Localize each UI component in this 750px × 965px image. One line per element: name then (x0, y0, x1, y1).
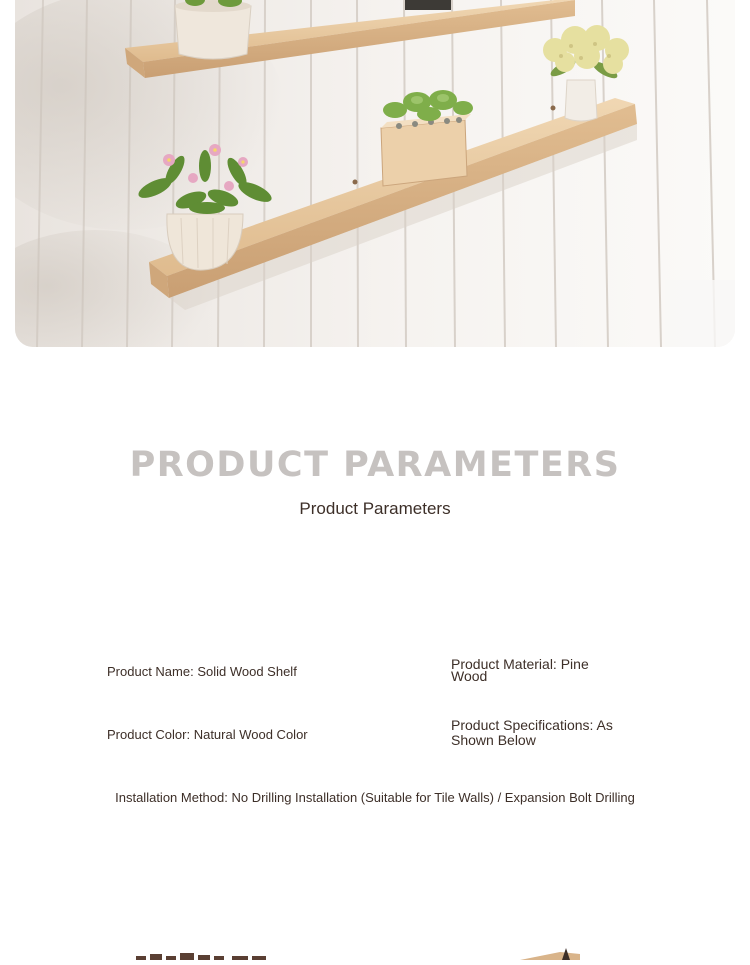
section-subtitle: Product Parameters (299, 499, 451, 518)
next-section-peek (0, 940, 750, 960)
hero-product-photo (15, 0, 735, 347)
next-section-graphic (0, 940, 750, 960)
param-product-name: Product Name: Solid Wood Shelf (107, 664, 297, 679)
param-product-color: Product Color: Natural Wood Color (107, 727, 308, 742)
section-title: PRODUCT PARAMETERS (129, 445, 621, 485)
shelf-illustration (15, 0, 735, 347)
param-product-specifications: Product Specifications: As Shown Below (451, 717, 613, 748)
param-installation-method: Installation Method: No Drilling Installation (Suitable for Tile Walls) / Expansion Bolt Drilling (115, 790, 635, 805)
param-product-material: Product Material: Pine Wood (451, 656, 589, 684)
